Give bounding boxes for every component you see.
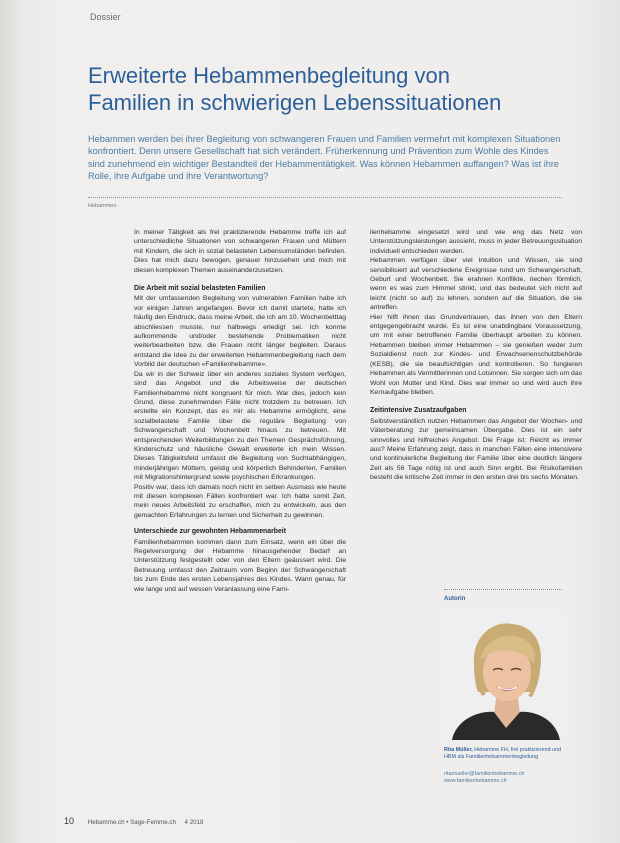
headline [88, 62, 558, 116]
headline-line-1: Erweiterte Hebammenbegleitung von [88, 63, 450, 88]
paragraph: Da wir in der Schweiz über ein anderes soziales System verfügen, sind das Angebot und die Arbeitsweise der deutschen Familienhebamme nicht kongruent für mich. War dies, jedoch kein Grund, diese zunehmenden Fälle nicht trotzdem zu betreuen. Ich erstellte ein Konzept, das es mir als Hebamme ermöglicht, eine sozialbelastete Familie über die reguläre Begleitung von Schwangerschaft und Wochenbett hinaus zu betreuen. Mit entsprechenden Weiterbildungen zu den Themen Gesprächsführung, Kinderschutz und häusliche Gewalt erweiterte ich mein Wissen. Dieses Tätigkeitsfeld umfasst die Begleitung von Suchtabhängigen, minderjährigen Müttern, geistig und körperlich Behinderten, Familien mit Migrationshintergrund sowie psychischen Erkrankungen. [134, 370, 346, 482]
paragraph: Selbstverständlich nutzen Hebammen das Angebot der Wochen- und Väterberatung zur gemeinsamen Übergabe. Dies ist ein sehr sinnvolles und hilfreiches Angebot. Die Frage ist: Reicht es immer aus? Meine Erfahrung zeigt, dass in manchen Fällen eine intensivere und kontinuierliche Begleitung der Familie über eine deutlich längere Zeit als 56 Tage nötig ist und auch Sinn ergibt. Bei Risikofamilien besteht die kritische Zeit immer in den ersten drei bis sechs Monaten. [370, 417, 582, 482]
author-contact [444, 771, 570, 785]
author-photo [444, 612, 566, 740]
author-website-link[interactable]: www.familienhebamme.ch [444, 778, 507, 785]
publication-name: Hebamme.ch • Sage-Femme.ch [87, 819, 176, 826]
page-number: 10 [64, 816, 75, 826]
author-credit [444, 747, 570, 761]
paragraph: Hebammen verfügen über viel Intuition und Wissen, sie sind sensibilisiert auf verschiedene Ereignisse rund um Schwangerschaft, Geburt und Wochenbett. Sie erahnen Konflikte, riechen förmlich, wenn es was zum Himmel stinkt, und das bedeutet sich nicht auf leicht (nicht so auf) zu lehnen, sondern auf die Situation, die sie antreffen. [370, 257, 582, 312]
paragraph: Hier hilft ihnen das Grundvertrauen, das ihnen von den Eltern entgegengebracht wurde. Es ist eine unabdingbare Voraussetzung, um mit einer betroffenen Familie überhaupt arbeiten zu können. Hebammen bleiben immer Hebammen – sie genießen weder zum Sozialdienst noch zur Kindes- und Erwachsenenschutzbehörde (KESB), die sie beaufsichtigen und kontrollieren. So fungieren Hebammen als Vermittlerinnen und Lotsinnen. Sie sorgen sich um das Wohl von Mutter und Kind. Dies war immer so und wird auch ihre Kernaufgabe bleiben. [370, 313, 582, 396]
author-portrait-icon [444, 612, 566, 740]
section-label: Dossier [90, 12, 121, 22]
page-footer [64, 816, 203, 826]
subheading: Die Arbeit mit sozial belasteten Familien [134, 285, 266, 293]
paragraph: lienhebamme eingesetzt wird und wie eng das Netz von Unterstützungsleistungen aussieht, muss in jeder Betreuungssituation individuell entschieden werden. [370, 229, 582, 255]
issue-number: 4 2018 [184, 819, 204, 826]
headline-line-2: Familien in schwierigen Lebenssituationen [88, 90, 502, 115]
right-column [370, 228, 582, 483]
author-divider [444, 589, 562, 590]
paragraph: Mit der umfassenden Begleitung von vulnerablen Familien habe ich vor einigen Jahren angefangen. Bevor ich damit startete, hatte ich häufig den Eindruck, dass meine Arbeit, die ich am 10. Wochenbetttag abschliessen musste, nur halbwegs erledigt sei. Ich konnte aufkommende und/oder bestehende Problematiken nicht weiterbearbeiten bzw. die Frauen nicht länger begleiten. Daraus entstand die Idee zu der erweiterten Hebammenbegleitung nach dem Vorbild der deutschen «Familienhebamme». [134, 295, 346, 369]
lead-label: Hebammen [88, 203, 117, 209]
paragraph: In meiner Tätigkeit als frei praktizierende Hebamme treffe ich auf unterschiedliche Situationen von schwangeren Frauen und Müttern mit Kindern, die sich in sozial belasteten Lebensumständen befinden. Dies hat mich dazu bewogen, genauer hinzusehen und mich mit diesen komplexen Themen auseinanderzusetzen. [134, 229, 346, 274]
paragraph: Familienhebammen kommen dann zum Einsatz, wenn ein über die Regelversorgung der Hebamme hinausgehender Bedarf an Unterstützung festgestellt oder von den Eltern geäussert wird. Die Betreuung umfasst den Zeitraum vom Beginn der Schwangerschaft bis zum Ende des ersten Lebensjahres des Kindes. Wann genau, für wie lange und auf wessen Veranlassung eine Fami- [134, 538, 346, 593]
author-email-link[interactable]: ritamueller@familienhebamme.ch [444, 771, 525, 777]
lead-paragraph: Hebammen werden bei ihrer Begleitung von schwangeren Frauen und Familien vermehrt mit komplexen Situationen konfrontiert. Denn unsere Gesellschaft hat sich verändert. Früherkennung und Prävention zum Wohle des Kindes sind zunehmend ein wichtiger Bestandteil der Hebammentätigkeit. Was können Hebammen auffangen? Was ist ihre Rolle, ihre Aufgabe und ihre Verantwortung? [88, 134, 561, 182]
divider [88, 197, 562, 198]
author-label: Autorin [444, 596, 466, 602]
subheading: Zeitintensive Zusatzaufgaben [370, 407, 467, 415]
subheading: Unterschiede zur gewohnten Hebammenarbeit [134, 528, 287, 536]
author-name: Rita Müller, [444, 747, 473, 753]
left-column [134, 228, 346, 594]
author-description: Hebamme FH, frei praktizierend und HBM als Familienhebammenbegleitung [444, 747, 562, 761]
paragraph: Positiv war, dass ich damals noch nicht im selben Ausmass wie heute mit diesen komplexen Fällen konfrontiert war. Ich hatte somit Zeit, mein neues Arbeitsfeld zu erschaffen, mich zu entwickeln, aus den gemachten Erfahrungen zu lernen und Sicherheit zu gewinnen. [134, 483, 346, 519]
